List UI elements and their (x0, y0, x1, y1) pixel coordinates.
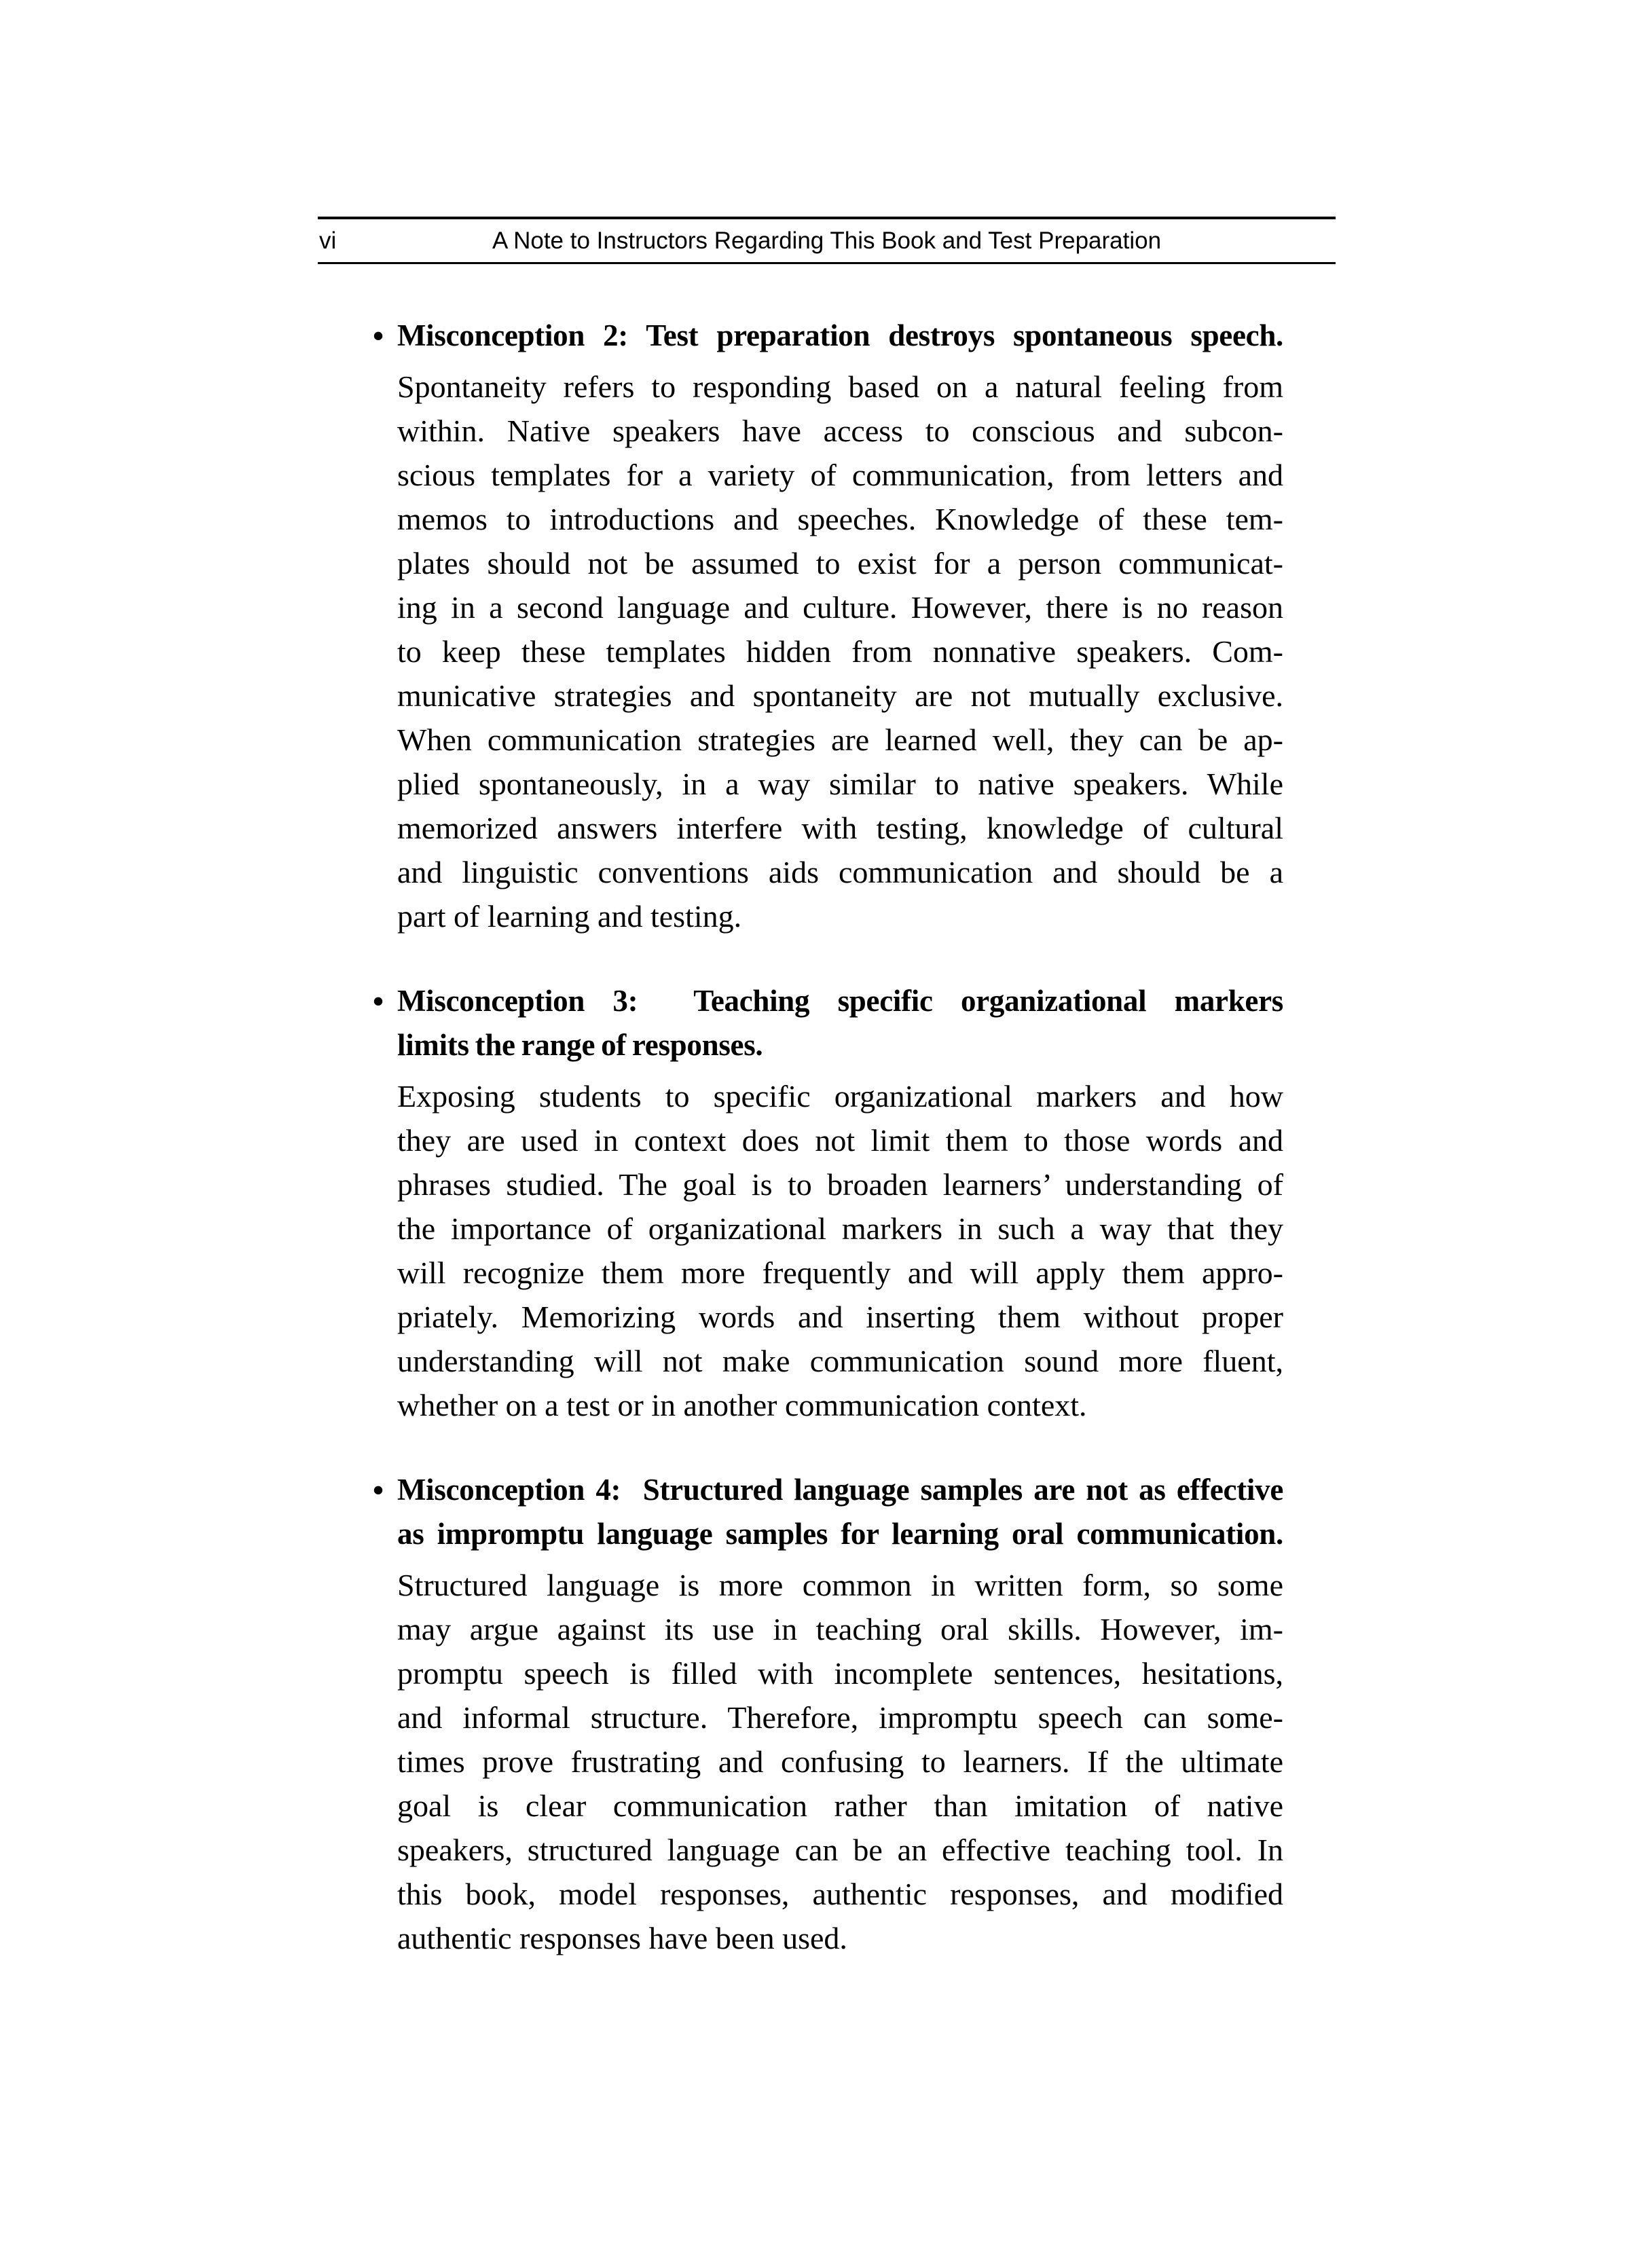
body-line: plied spontaneously, in a way similar to native speakers. While (397, 767, 1283, 801)
heading-line: as impromptu language samples for learning oral communication. (397, 1517, 1283, 1551)
body-line: memos to introductions and speeches. Knowledge of these tem- (397, 502, 1283, 536)
body-line: Structured language is more common in written form, so some (397, 1568, 1283, 1602)
heading-line: Misconception 3: Teaching specific organizational markers (397, 984, 1283, 1018)
body-line: plates should not be assumed to exist for a person communicat- (397, 546, 1283, 581)
body-line: memorized answers interfere with testing, knowledge of cultural (397, 811, 1283, 845)
body-line: times prove frustrating and confusing to learners. If the ultimate (397, 1744, 1283, 1779)
body-line: to keep these templates hidden from nonnative speakers. Com- (397, 634, 1283, 669)
bullet-icon: • (373, 1473, 384, 1507)
body-line: promptu speech is filled with incomplete sentences, hesitations, (397, 1656, 1283, 1691)
bullet-icon: • (373, 318, 384, 353)
body-line: municative strategies and spontaneity are not mutually exclusive. (397, 678, 1283, 713)
bullet-heading (397, 1468, 1283, 1556)
body-line: within. Native speakers have access to conscious and subcon- (397, 413, 1283, 448)
body-line: priately. Memorizing words and inserting them without proper (397, 1300, 1283, 1334)
bullet-body (397, 365, 1283, 938)
body-line: goal is clear communication rather than imitation of native (397, 1788, 1283, 1823)
heading-line: Misconception 2: Test preparation destroys spontaneous speech. (397, 318, 1283, 352)
running-header (318, 217, 1336, 264)
body-line: and linguistic conventions aids communication and should be a (397, 855, 1283, 889)
body-line: Exposing students to specific organizational markers and how (397, 1079, 1283, 1114)
list-item (373, 314, 1283, 938)
body-line: scious templates for a variety of communication, from letters and (397, 458, 1283, 492)
bullet-heading (397, 979, 1283, 1067)
bullet-list (373, 314, 1283, 1960)
page-number: vi (319, 227, 337, 254)
bullet-body (397, 1563, 1283, 1960)
body-line: whether on a test or in another communication context. (397, 1388, 1087, 1422)
bullet-icon: • (373, 984, 384, 1018)
body-line: speakers, structured language can be an effective teaching tool. In (397, 1833, 1283, 1867)
bullet-heading (397, 314, 1283, 358)
body-line: will recognize them more frequently and will apply them appro- (397, 1255, 1283, 1290)
body-line: When communication strategies are learned well, they can be ap- (397, 722, 1283, 757)
body-line: ing in a second language and culture. However, there is no reason (397, 590, 1283, 625)
list-item (373, 1468, 1283, 1960)
body-line: Spontaneity refers to responding based on a natural feeling from (397, 369, 1283, 404)
body-line: part of learning and testing. (397, 899, 742, 934)
bullet-body (397, 1074, 1283, 1427)
body-line: and informal structure. Therefore, impromptu speech can some- (397, 1700, 1283, 1735)
heading-line: Misconception 4: Structured language samples are not as effective (397, 1473, 1283, 1507)
list-item (373, 979, 1283, 1427)
body-line: phrases studied. The goal is to broaden learners’ understanding of (397, 1167, 1283, 1202)
heading-line: limits the range of responses. (397, 1028, 763, 1062)
running-header-title: A Note to Instructors Regarding This Book and Test Preparation (492, 227, 1162, 254)
body-line: may argue against its use in teaching oral skills. However, im- (397, 1612, 1283, 1646)
body-line: this book, model responses, authentic responses, and modified (397, 1877, 1283, 1911)
body-line: they are used in context does not limit them to those words and (397, 1123, 1283, 1158)
body-line: the importance of organizational markers in such a way that they (397, 1211, 1283, 1246)
body-line: understanding will not make communication sound more fluent, (397, 1344, 1283, 1378)
body-line: authentic responses have been used. (397, 1921, 847, 1955)
